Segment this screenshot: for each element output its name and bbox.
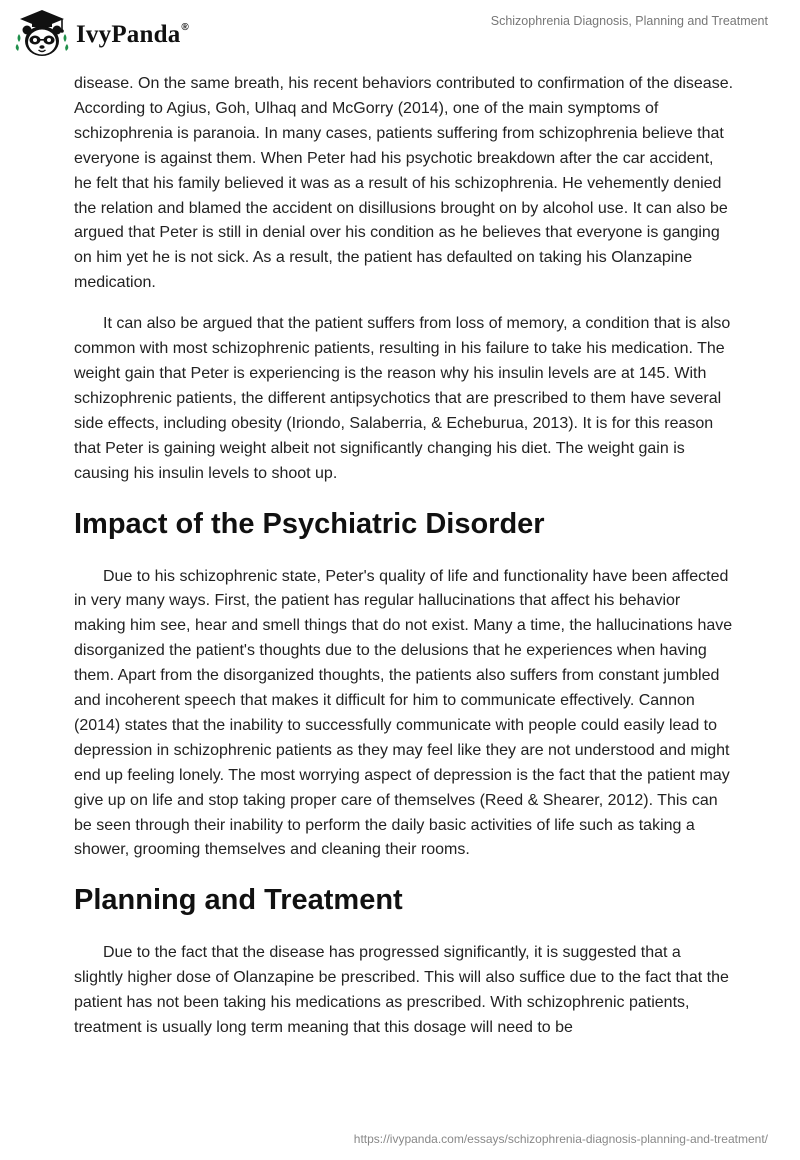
document-title: Schizophrenia Diagnosis, Planning and Treatment [490, 14, 768, 28]
source-url[interactable]: https://ivypanda.com/essays/schizophrenia-diagnosis-planning-and-treatment/ [353, 1132, 768, 1146]
paragraph-3: Due to his schizophrenic state, Peter's quality of life and functionality have been affected in very many ways. First, the patient has regular hallucinations that affect his behavior making him see, hear and smell things that do not exist. Many a time, the hallucinations have disorganized the patient's thoughts due to the delusions that he experiences when having them. Apart from the disorganized thoughts, the patients also suffers from constant jumbled and incoherent speech that makes it difficult for him to communicate effectively. Cannon (2014) states that the inability to successfully communicate with people could easily lead to depression in schizophrenic patients as they may feel like they are not understood and might end up feeling lonely. The most worrying aspect of depression is the fact that the patient may give up on life and stop taking proper care of themselves (Reed & Shearer, 2012). This can be seen through their inability to perform the daily basic activities of life such as taking a shower, grooming themselves and cleaning their rooms. [74, 567, 733, 859]
ivypanda-logo[interactable] [14, 8, 189, 60]
paragraph-4: Due to the fact that the disease has progressed significantly, it is suggested that a slightly higher dose of Olanzapine be prescribed. This will also suffice due to the fact that the patient has not been taking his medications as prescribed. With schizophrenic patients, treatment is usually long term meaning that this dosage will need to be [74, 944, 729, 1037]
paragraph-1: disease. On the same breath, his recent behaviors contributed to confirmation of the disease. According to Agius, Goh, Ulhaq and McGorry (2014), one of the main symptoms of schizophrenia is paranoia. In many cases, patients suffering from schizophrenia believe that everyone is against them. When Peter had his psychotic breakdown after the car accident, he felt that his family believed it was as a result of his schizophrenia. He vehemently denied the relation and blamed the accident on disillusions brought on by alcohol use. It can also be argued that Peter is still in denial over his condition as he believes that everyone is ganging on him yet he is not sick. As a result, the patient has defaulted on taking his Olanzapine medication. [74, 75, 734, 292]
essay-body [74, 72, 734, 1057]
brand-name: IvyPanda® [76, 21, 189, 48]
heading-planning: Planning and Treatment [74, 884, 403, 917]
heading-impact: Impact of the Psychiatric Disorder [74, 507, 545, 540]
page-header [0, 0, 800, 70]
paragraph-2: It can also be argued that the patient suffers from loss of memory, a condition that is also common with most schizophrenic patients, resulting in his failure to take his medication. The weight gain that Peter is experiencing is the reason why his insulin levels are at 145. With schizophrenic patients, the different antipsychotics that are prescribed to them have several side effects, including obesity (Iriondo, Salaberria, & Echeburua, 2013). It is for this reason that Peter is gaining weight albeit not significantly changing his diet. The weight gain is causing his insulin levels to shoot up. [74, 315, 731, 482]
panda-graduate-icon [14, 8, 70, 60]
